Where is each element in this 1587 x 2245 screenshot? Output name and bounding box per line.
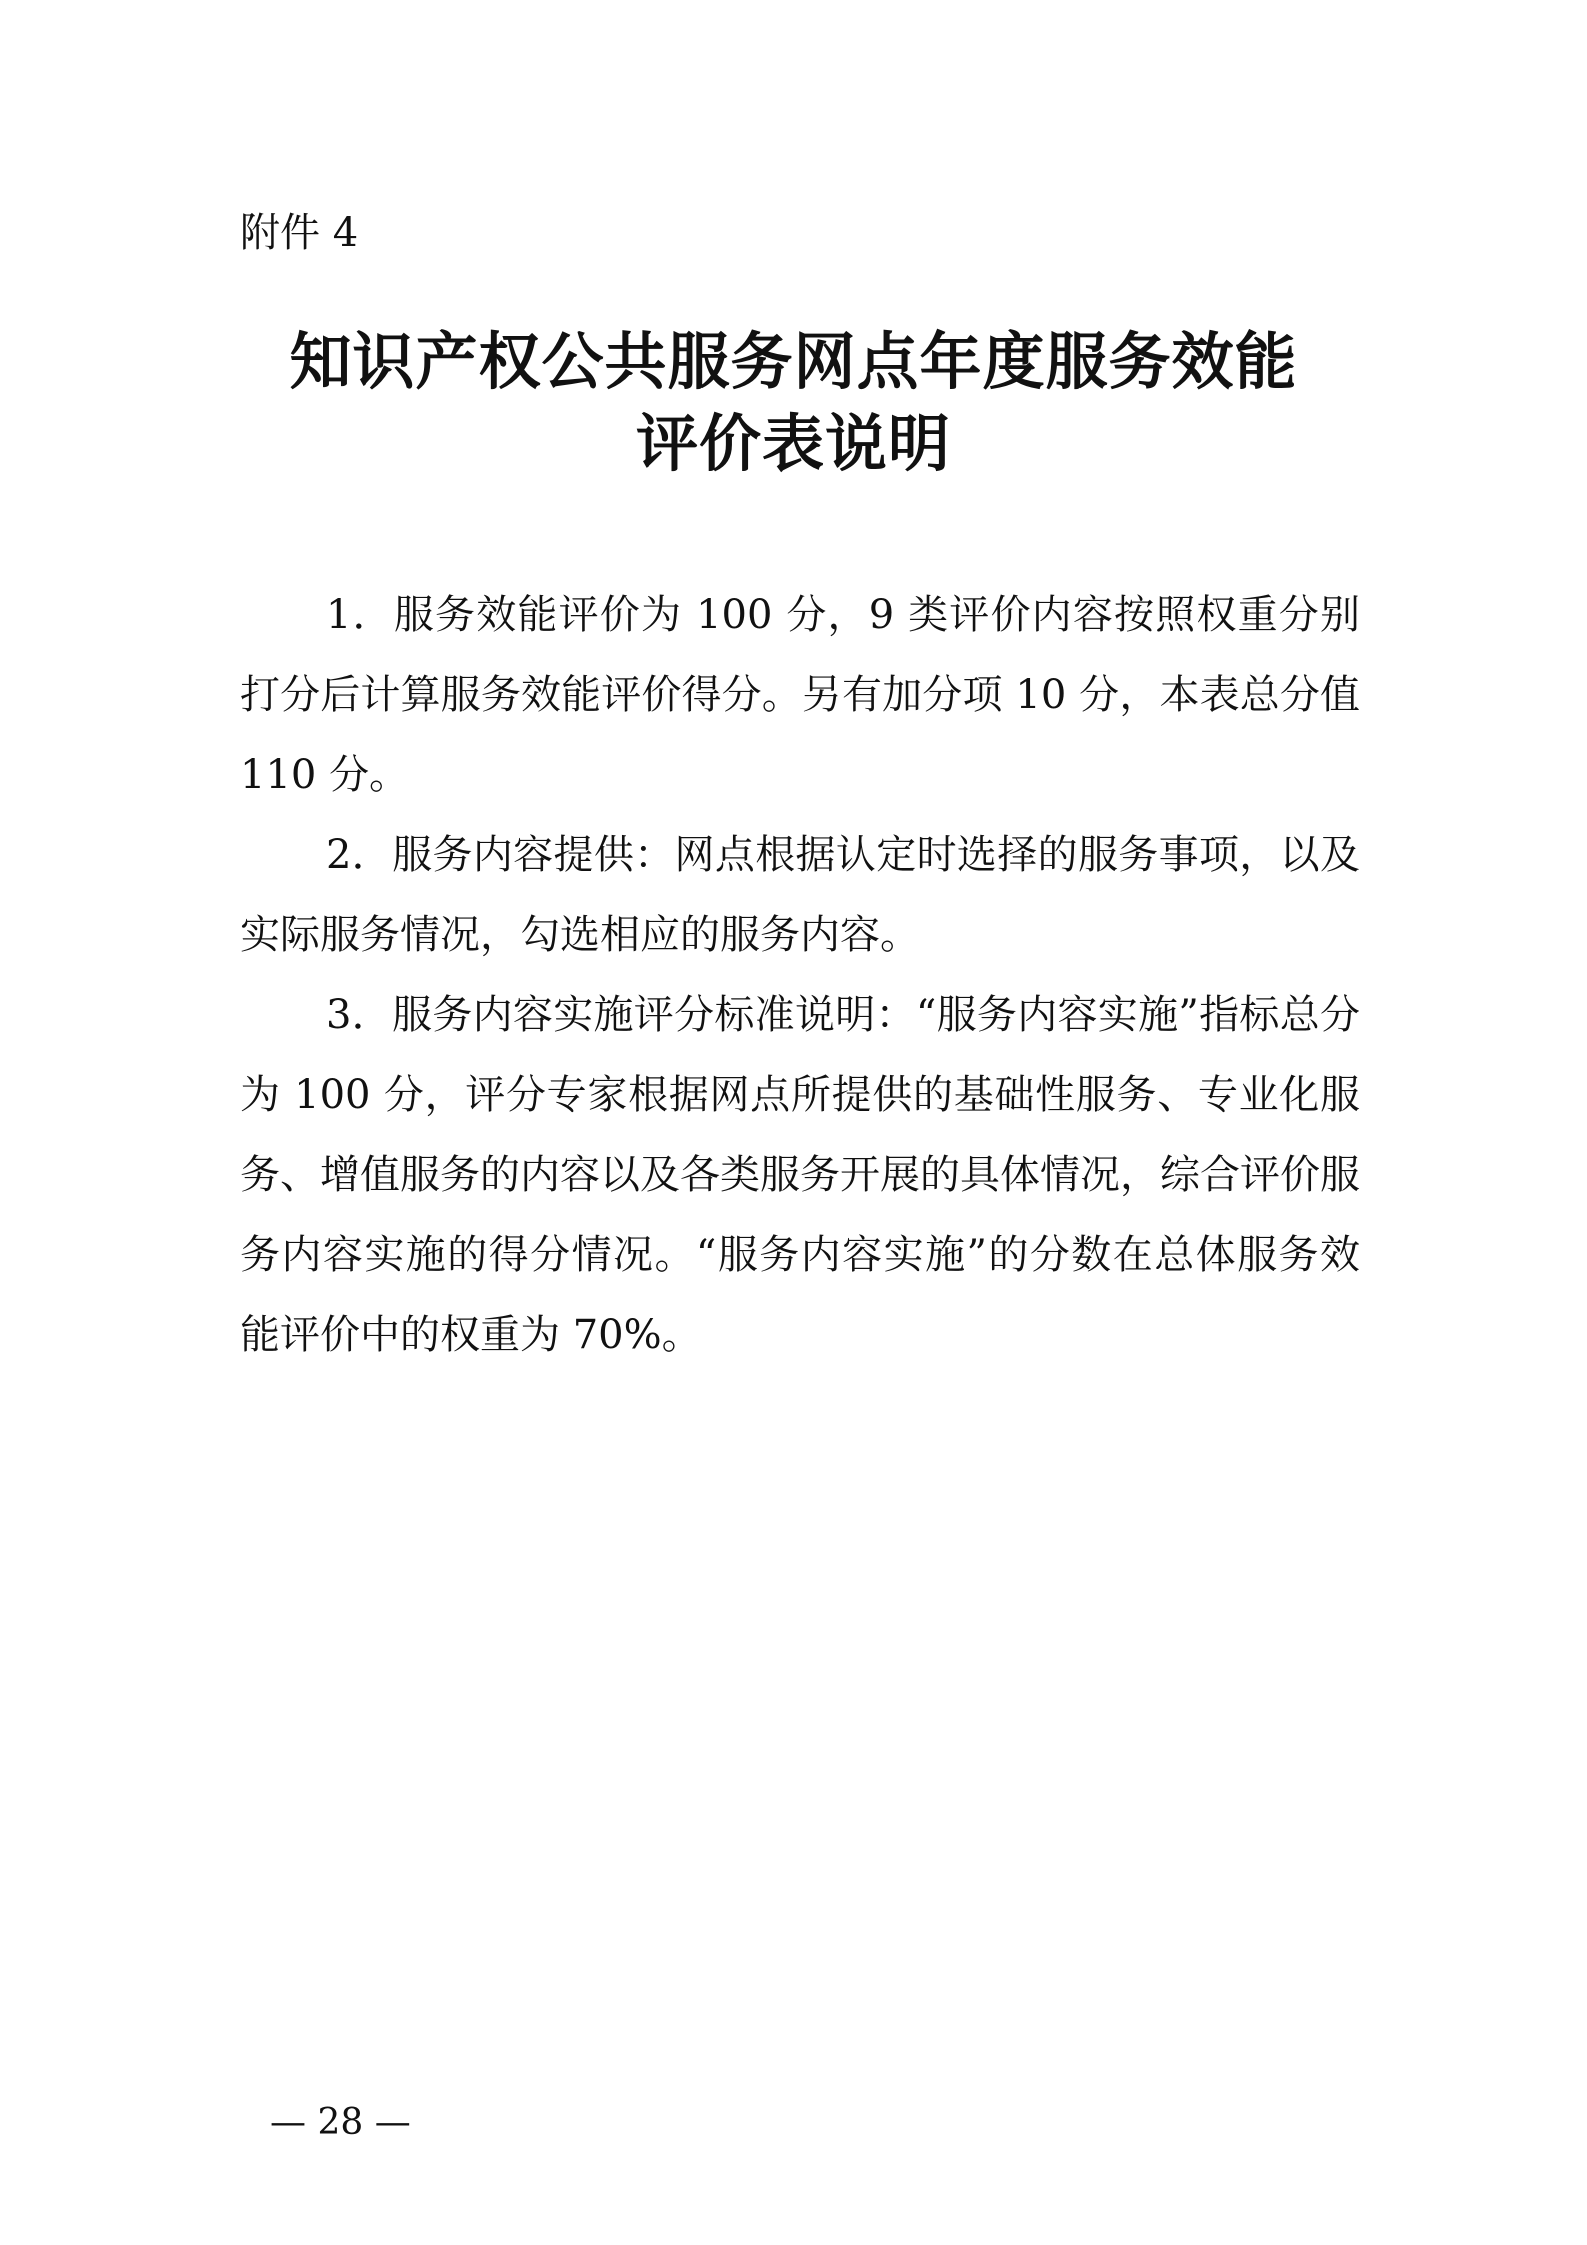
document-title-line-1: 知识产权公共服务网点年度服务效能 — [289, 325, 1298, 398]
paragraph-3: 3．服务内容实施评分标准说明：“服务内容实施”指标总分为 100 分，评分专家根据网点所提供的基础性服务、专业化服务、增值服务的内容以及各类服务开展的具体情况，综合评价服务内容实施的得分情况。“服务内容实施”的分数在总体服务效能评价中的权重为 70%。 — [240, 992, 1360, 1358]
attachment-label: 附件 4 — [240, 210, 359, 256]
paragraph-1: 1．服务效能评价为 100 分，9 类评价内容按照权重分别打分后计算服务效能评价得分。另有加分项 10 分，本表总分值 110 分。 — [240, 592, 1360, 798]
paragraph-2: 2．服务内容提供：网点根据认定时选择的服务事项，以及实际服务情况，勾选相应的服务内容。 — [240, 832, 1360, 958]
document-title-line-2: 评价表说明 — [635, 407, 951, 480]
document-body — [240, 575, 1360, 1375]
page-number: — 28 — — [270, 2102, 411, 2143]
